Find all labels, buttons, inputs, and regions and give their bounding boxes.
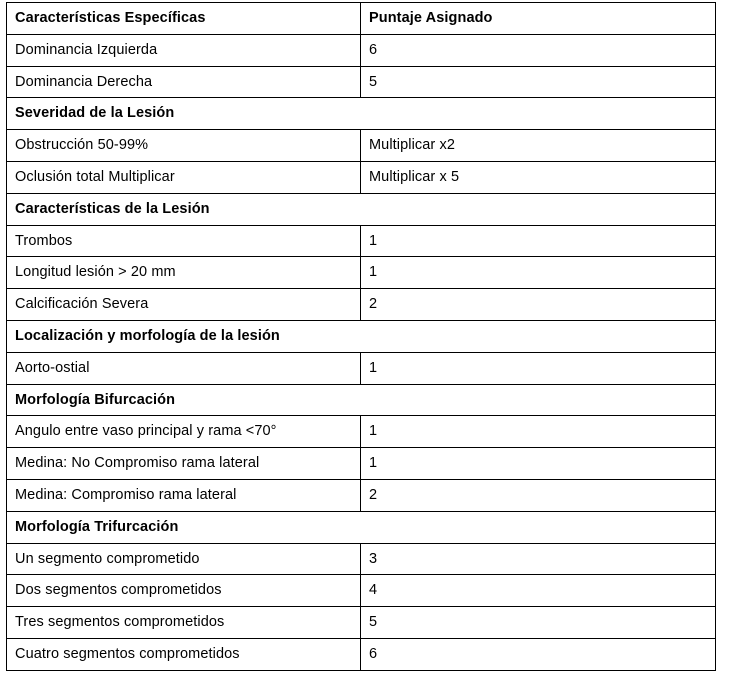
table-row — [7, 479, 716, 511]
table-row — [7, 225, 716, 257]
score-cell: Multiplicar x 5 — [361, 161, 716, 193]
table-row — [7, 448, 716, 480]
feature-cell: Tres segmentos comprometidos — [7, 607, 361, 639]
table-section-row — [7, 193, 716, 225]
section-label: Morfología Bifurcación — [7, 384, 716, 416]
score-table-body — [7, 3, 716, 671]
score-cell: 1 — [361, 225, 716, 257]
score-table-container — [6, 2, 715, 670]
table-section-row — [7, 384, 716, 416]
score-cell: 1 — [361, 448, 716, 480]
table-row — [7, 66, 716, 98]
score-cell: 1 — [361, 257, 716, 289]
section-label: Características de la Lesión — [7, 193, 716, 225]
score-cell: 5 — [361, 607, 716, 639]
column-header-score: Puntaje Asignado — [361, 3, 716, 35]
score-cell: 2 — [361, 479, 716, 511]
table-row — [7, 352, 716, 384]
feature-cell: Aorto-ostial — [7, 352, 361, 384]
score-cell: 1 — [361, 416, 716, 448]
section-label: Morfología Trifurcación — [7, 511, 716, 543]
lesion-score-table — [6, 2, 716, 671]
table-row — [7, 289, 716, 321]
feature-cell: Oclusión total Multiplicar — [7, 161, 361, 193]
table-row — [7, 638, 716, 670]
feature-cell: Obstrucción 50-99% — [7, 130, 361, 162]
feature-cell: Calcificación Severa — [7, 289, 361, 321]
score-cell: 1 — [361, 352, 716, 384]
score-cell: 5 — [361, 66, 716, 98]
score-cell: 6 — [361, 34, 716, 66]
table-row — [7, 257, 716, 289]
table-row — [7, 130, 716, 162]
score-cell: 4 — [361, 575, 716, 607]
table-header-row — [7, 3, 716, 35]
table-row — [7, 34, 716, 66]
table-section-row — [7, 98, 716, 130]
feature-cell: Dominancia Derecha — [7, 66, 361, 98]
score-cell: 2 — [361, 289, 716, 321]
feature-cell: Dominancia Izquierda — [7, 34, 361, 66]
score-cell: Multiplicar x2 — [361, 130, 716, 162]
table-row — [7, 416, 716, 448]
score-cell: 6 — [361, 638, 716, 670]
table-row — [7, 575, 716, 607]
feature-cell: Cuatro segmentos comprometidos — [7, 638, 361, 670]
feature-cell: Medina: Compromiso rama lateral — [7, 479, 361, 511]
feature-cell: Dos segmentos comprometidos — [7, 575, 361, 607]
feature-cell: Trombos — [7, 225, 361, 257]
feature-cell: Angulo entre vaso principal y rama <70° — [7, 416, 361, 448]
table-row — [7, 161, 716, 193]
table-section-row — [7, 511, 716, 543]
column-header-feature: Características Específicas — [7, 3, 361, 35]
feature-cell: Longitud lesión > 20 mm — [7, 257, 361, 289]
table-section-row — [7, 320, 716, 352]
section-label: Localización y morfología de la lesión — [7, 320, 716, 352]
table-row — [7, 607, 716, 639]
feature-cell: Un segmento comprometido — [7, 543, 361, 575]
feature-cell: Medina: No Compromiso rama lateral — [7, 448, 361, 480]
section-label: Severidad de la Lesión — [7, 98, 716, 130]
score-cell: 3 — [361, 543, 716, 575]
table-row — [7, 543, 716, 575]
